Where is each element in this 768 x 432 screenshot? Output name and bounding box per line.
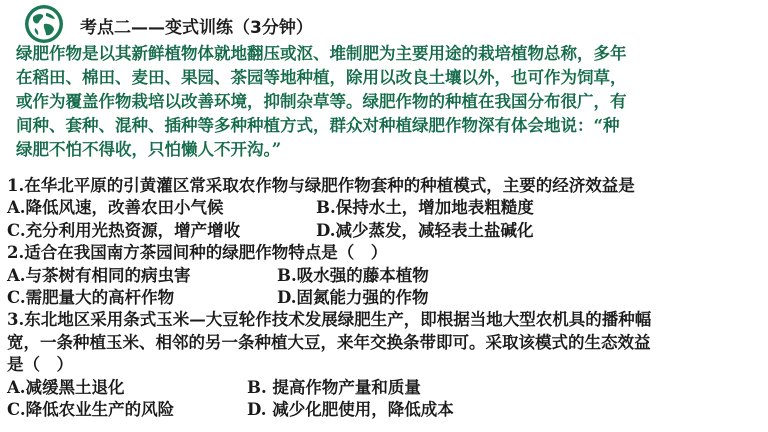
question-3-option-a[interactable]: A.减缓黑土退化 <box>7 377 125 397</box>
question-3-stem: 宽，一条种植玉米、相邻的另一条种植大豆，来年交换条带即可。采取该模式的生态效益 <box>7 332 651 352</box>
question-2-option-d[interactable]: D.固氮能力强的作物 <box>277 287 429 307</box>
question-1-options-row-1 <box>7 197 761 219</box>
question-1-option-c[interactable]: C.充分利用光热资源，增产增收 <box>7 220 241 240</box>
intro-line: 或作为覆盖作物栽培以改善环境，抑制杂草等。绿肥作物的种植在我国分布很广，有 <box>16 92 627 111</box>
question-2-options-row-2 <box>7 287 761 309</box>
intro-line: 绿肥不怕不得收，只怕懒人不开沟。” <box>16 140 282 159</box>
globe-icon <box>24 4 64 44</box>
intro-line: 绿肥作物是以其新鲜植物体就地翻压或沤、堆制肥为主要用途的栽培植物总称，多年 <box>16 44 627 63</box>
question-2-stem: 2.适合在我国南方茶园间种的绿肥作物特点是（ ） <box>7 243 388 263</box>
question-3-options-row-2 <box>7 399 761 421</box>
intro-paragraph <box>16 42 752 162</box>
question-3-option-d[interactable]: D. 减少化肥使用，降低成本 <box>247 399 454 419</box>
question-1-options-row-2 <box>7 220 761 242</box>
question-3-stem: 是（ ） <box>7 355 73 375</box>
question-2-option-a[interactable]: A.与茶树有相同的病虫害 <box>7 265 191 285</box>
question-2-option-b[interactable]: B.吸水强的藤本植物 <box>277 265 429 285</box>
intro-line: 间种、套种、混种、插种等多种种植方式，群众对种植绿肥作物深有体会地说：“种 <box>16 116 620 135</box>
question-1-stem: 1.在华北平原的引黄灌区常采取农作物与绿肥作物套种的种植模式，主要的经济效益是 <box>7 176 635 195</box>
question-list <box>7 175 761 421</box>
question-1-option-b[interactable]: B.保持水土，增加地表粗糙度 <box>316 198 534 218</box>
question-1-option-a[interactable]: A.降低风速，改善农田小气候 <box>7 198 224 218</box>
intro-line: 在稻田、棉田、麦田、果园、茶园等地种植，除用以改良土壤以外，也可作为饲草， <box>16 68 627 87</box>
question-1-option-d[interactable]: D.减少蒸发，减轻表土盐碱化 <box>316 220 534 240</box>
question-3-option-b[interactable]: B. 提高作物产量和质量 <box>247 377 421 397</box>
question-2-options-row-1 <box>7 265 761 287</box>
question-3-option-c[interactable]: C.降低农业生产的风险 <box>7 399 175 419</box>
question-3-options-row-1 <box>7 377 761 399</box>
question-2-option-c[interactable]: C.需肥量大的高杆作物 <box>7 287 175 307</box>
question-3-stem: 3.东北地区采用条式玉米—大豆轮作技术发展绿肥生产，即根据当地大型农机具的播种幅 <box>7 310 652 330</box>
page-title: 考点二——变式训练（3分钟） <box>80 18 313 38</box>
